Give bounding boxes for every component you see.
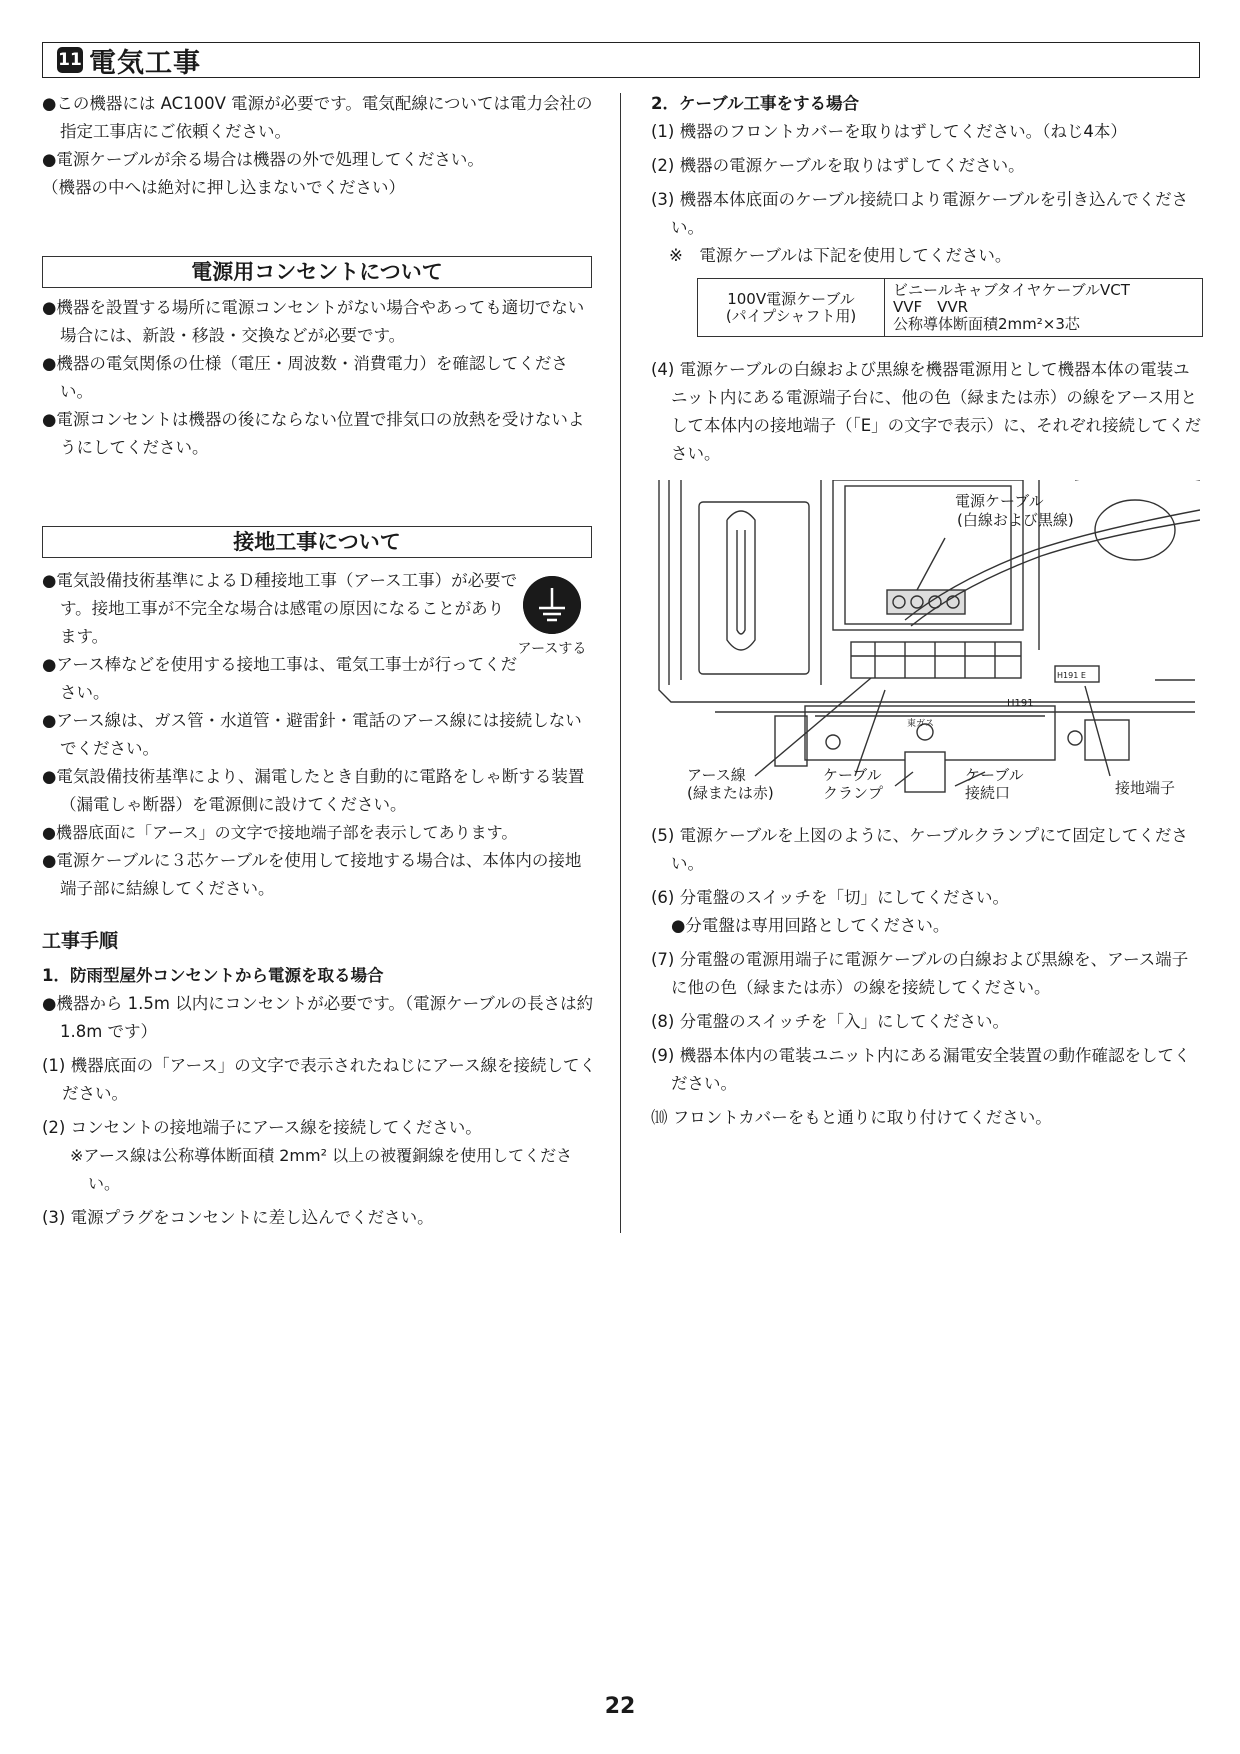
label-clamp-sub: クランプ [823,784,884,802]
callout-cable: 電源ケーブル [955,492,1044,510]
table-text: 100V電源ケーブル [727,289,855,308]
ground-list [42,567,597,903]
table-text: 公称導体断面積2mm²×3芯 [893,315,1080,333]
label-terminal: 接地端子 [1115,779,1176,797]
section-title: 電気工事 [89,47,201,79]
wiring-diagram [655,480,1200,812]
outlet-list [42,294,597,462]
label-earth-wire-sub: (緑または赤) [687,784,774,802]
cable-work-subheading: 2．ケーブル工事をする場合 [651,94,859,113]
list-item: ●アース線は、ガス管・水道管・避雷針・電話のアース線には接続しないでください。 [42,711,582,758]
left-intro [42,90,597,202]
cable-step: (4) 電源ケーブルの白線および黒線を機器電源用として機器本体の電装ユニット内にある電源端子台に、他の色（緑または赤）の線をアース用として本体内の接地端子（「E」の文字で表示）に、それぞれ接続してください。 [651,360,1202,463]
page-number: 22 [604,1694,636,1719]
cable-note: ※ 電源ケーブルは下記を使用してください。 [669,246,1012,265]
cable-step: (1) 機器のフロントカバーを取りはずしてください。（ねじ4本） [651,122,1127,141]
list-item: ●電気設備技術基準により、漏電したとき自動的に電路をしゃ断する装置（漏電しゃ断器）を電源側に設けてください。 [42,767,585,814]
cable-spec-table [697,278,1203,337]
list-item: ●電源ケーブルに３芯ケーブルを使用して接地する場合は、本体内の接地端子部に結線してください。 [42,851,582,898]
list-item: ●電気設備技術基準によるＤ種接地工事（アース工事）が必要です。接地工事が不完全な場合は感電の原因になることがあります。 [42,571,518,646]
outlet-heading: 電源用コンセントについて [42,256,592,288]
cable-step: (2) 機器の電源ケーブルを取りはずしてください。 [651,156,1025,175]
cable-step: (6) 分電盤のスイッチを「切」にしてください。 [651,888,1009,907]
earth-symbol [517,576,587,658]
procedure-step: (1) 機器底面の「アース」の文字で表示されたねじにアース線を接続してください。 [42,1056,596,1103]
table-cell-spec [885,279,1203,337]
column-divider [620,93,621,1233]
callout-cable-sub: (白線および黒線) [957,511,1074,529]
cable-step-bullet: ●分電盤は専用回路としてください。 [671,916,950,935]
earth-icon-label: アースする [517,641,587,657]
intro-note: （機器の中へは絶対に押し込まないでください） [42,178,405,197]
cable-step: (3) 機器本体底面のケーブル接続口より電源ケーブルを引き込んでください。 [651,190,1189,237]
list-item: ●機器の電気関係の仕様（電圧・周波数・消費電力）を確認してください。 [42,354,568,401]
procedure-heading: 工事手順 [42,930,119,952]
cable-step: (7) 分電盤の電源用端子に電源ケーブルの白線および黒線を、アース端子に他の色（緑または赤）の線を接続してください。 [651,950,1189,997]
intro-item: ●電源ケーブルが余る場合は機器の外で処理してください。 [42,150,484,169]
cable-step: ⑽ フロントカバーをもと通りに取り付けてください。 [651,1108,1052,1127]
procedure-note: ※アース線は公称導体断面積 2mm² 以上の被覆銅線を使用してください。 [70,1146,573,1193]
ground-heading: 接地工事について [42,526,592,558]
cable-step: (8) 分電盤のスイッチを「入」にしてください。 [651,1012,1009,1031]
label-port-sub: 接続口 [965,784,1011,802]
model-mark: H191 [1007,698,1034,709]
earth-icon [523,576,581,634]
procedure-step: (3) 電源プラグをコンセントに差し込んでください。 [42,1208,434,1227]
list-item: ●機器底面に「アース」の文字で接地端子部を表示してあります。 [42,823,518,842]
list-item: ●アース棒などを使用する接地工事は、電気工事士が行ってください。 [42,655,518,702]
right-steps-a [651,90,1203,270]
right-step4 [651,356,1203,468]
label-earth-wire: アース線 [687,766,746,784]
label-port: ケーブル [965,766,1024,784]
table-text: (パイプシャフト用) [725,306,857,325]
model-mark-small: H191 E [1057,671,1086,680]
procedure-step: (2) コンセントの接地端子にアース線を接続してください。 [42,1118,482,1137]
procedure-bullet: ●機器から 1.5m 以内にコンセントが必要です。（電源ケーブルの長さは約 1.8m です） [42,994,594,1041]
cable-step: (9) 機器本体内の電装ユニット内にある漏電安全装置の動作確認をしてください。 [651,1046,1191,1093]
procedure-content [42,962,597,1232]
procedure-subheading: 1．防雨型屋外コンセントから電源を取る場合 [42,966,384,985]
label-clamp: ケーブル [823,766,882,784]
list-item: ●電源コンセントは機器の後にならない位置で排気口の放熱を受けないようにしてください。 [42,410,585,457]
right-steps-b [651,822,1203,1132]
brand-mark: 東ガス [907,719,935,729]
table-text: VVF VVR [893,298,969,316]
section-number-badge: 11 [57,47,83,73]
table-text: ビニールキャブタイヤケーブルVCT [893,281,1130,299]
section-header [42,42,1200,78]
intro-item: ●この機器には AC100V 電源が必要です。電気配線については電力会社の指定工事店にご依頼ください。 [42,94,593,141]
cable-step: (5) 電源ケーブルを上図のように、ケーブルクランプにて固定してください。 [651,826,1188,873]
table-cell-type [698,279,885,337]
list-item: ●機器を設置する場所に電源コンセントがない場合やあっても適切でない場合には、新設・移設・交換などが必要です。 [42,298,585,345]
